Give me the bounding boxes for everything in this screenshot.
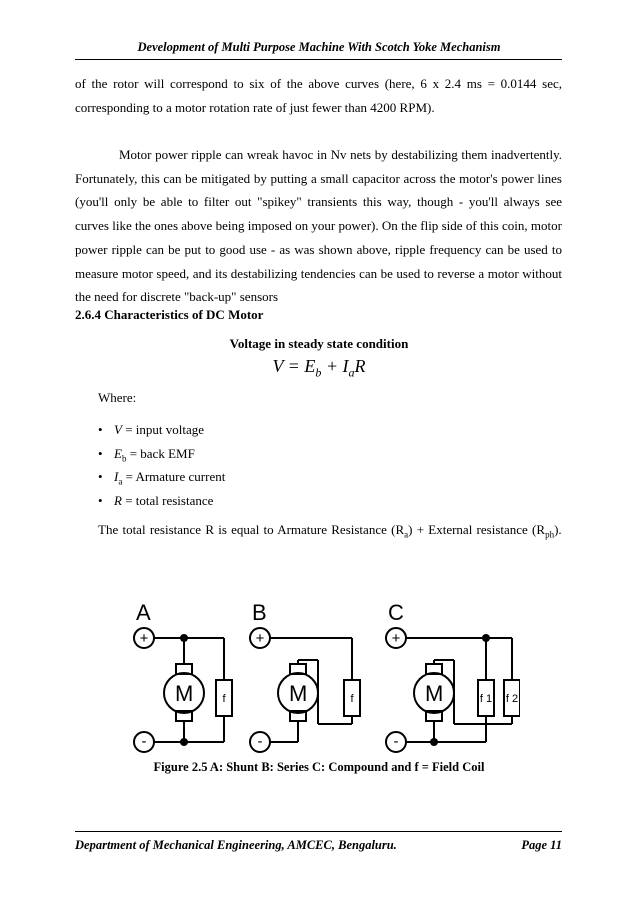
bullet-icon: • [98, 422, 103, 437]
list-item: • R = total resistance [98, 492, 214, 508]
motor-label: M [175, 681, 194, 706]
compound-diagram [386, 628, 520, 752]
dc-motor-wiring-figure [120, 598, 520, 753]
plus-sign: + [139, 630, 149, 647]
junction-dots [180, 634, 493, 746]
header-divider [75, 59, 562, 60]
resistance-note: The total resistance R is equal to Armature Resistance $(R_a)$ + External resistance $(R_{ph})$. [98, 522, 562, 540]
variable-list [98, 422, 225, 516]
field-coil-label: f 1 [479, 693, 493, 705]
plus-sign: + [255, 630, 265, 647]
running-header: Development of Multi Purpose Machine With Scotch Yoke Mechanism [137, 40, 501, 54]
field-coil-label: f [350, 693, 354, 705]
panel-label-c: C [388, 600, 404, 625]
motor-label: M [289, 681, 308, 706]
bullet-icon: • [98, 469, 103, 484]
footer-divider [75, 831, 562, 832]
footer-department: Department of Mechanical Engineering, AMCEC, Bengaluru. [75, 838, 397, 852]
bullet-icon: • [98, 492, 103, 508]
field-coil-label: f 2 [505, 693, 519, 705]
list-item: • V = input voltage [98, 422, 205, 437]
subsection-heading: Voltage in steady state condition [229, 336, 409, 351]
bullet-icon: • [98, 445, 103, 461]
paragraph-power-ripple: Motor power ripple can wreak havoc in Nv nets by destabilizing them inadvertently. Fortunately, this can be mitigated by putting a small capacitor across the motor's power lines (you'll only be able to filter out "spikey" transients this way, though - you'll always see curves like the ones above being imposed on your power). On the flip side of this coin, motor power ripple can be put to good use - as was shown above, ripple frequency can be used to measure motor speed, and its destabilizing tendencies can be used to reverse a motor without the need for discrete "back-up" sensors [75, 147, 562, 305]
minus-sign: - [141, 733, 147, 750]
where-label: Where: [98, 390, 137, 405]
minus-sign: - [393, 733, 399, 750]
voltage-equation: $V = E_b + I_aR$ [272, 356, 366, 380]
page-number: Page 11 [521, 838, 562, 852]
figure-caption: Figure 2.5 A: Shunt B: Series C: Compound and f = Field Coil [153, 760, 485, 774]
minus-sign: - [257, 733, 263, 750]
panel-label-b: B [252, 600, 267, 625]
field-coil-label: f [222, 693, 226, 705]
panel-label-a: A [136, 600, 151, 625]
list-item: • $E_b$ = back EMF [98, 445, 195, 464]
paragraph-rotor: of the rotor will correspond to six of the above curves (here, 6 x 2.4 ms = 0.0144 sec, corresponding to a motor rotation rate of just fewer than 4200 RPM). [75, 76, 562, 115]
plus-sign: + [391, 630, 401, 647]
list-item: • $I_a$ = Armature current [98, 469, 226, 487]
motor-label: M [425, 681, 444, 706]
section-heading: 2.6.4 Characteristics of DC Motor [75, 307, 264, 322]
